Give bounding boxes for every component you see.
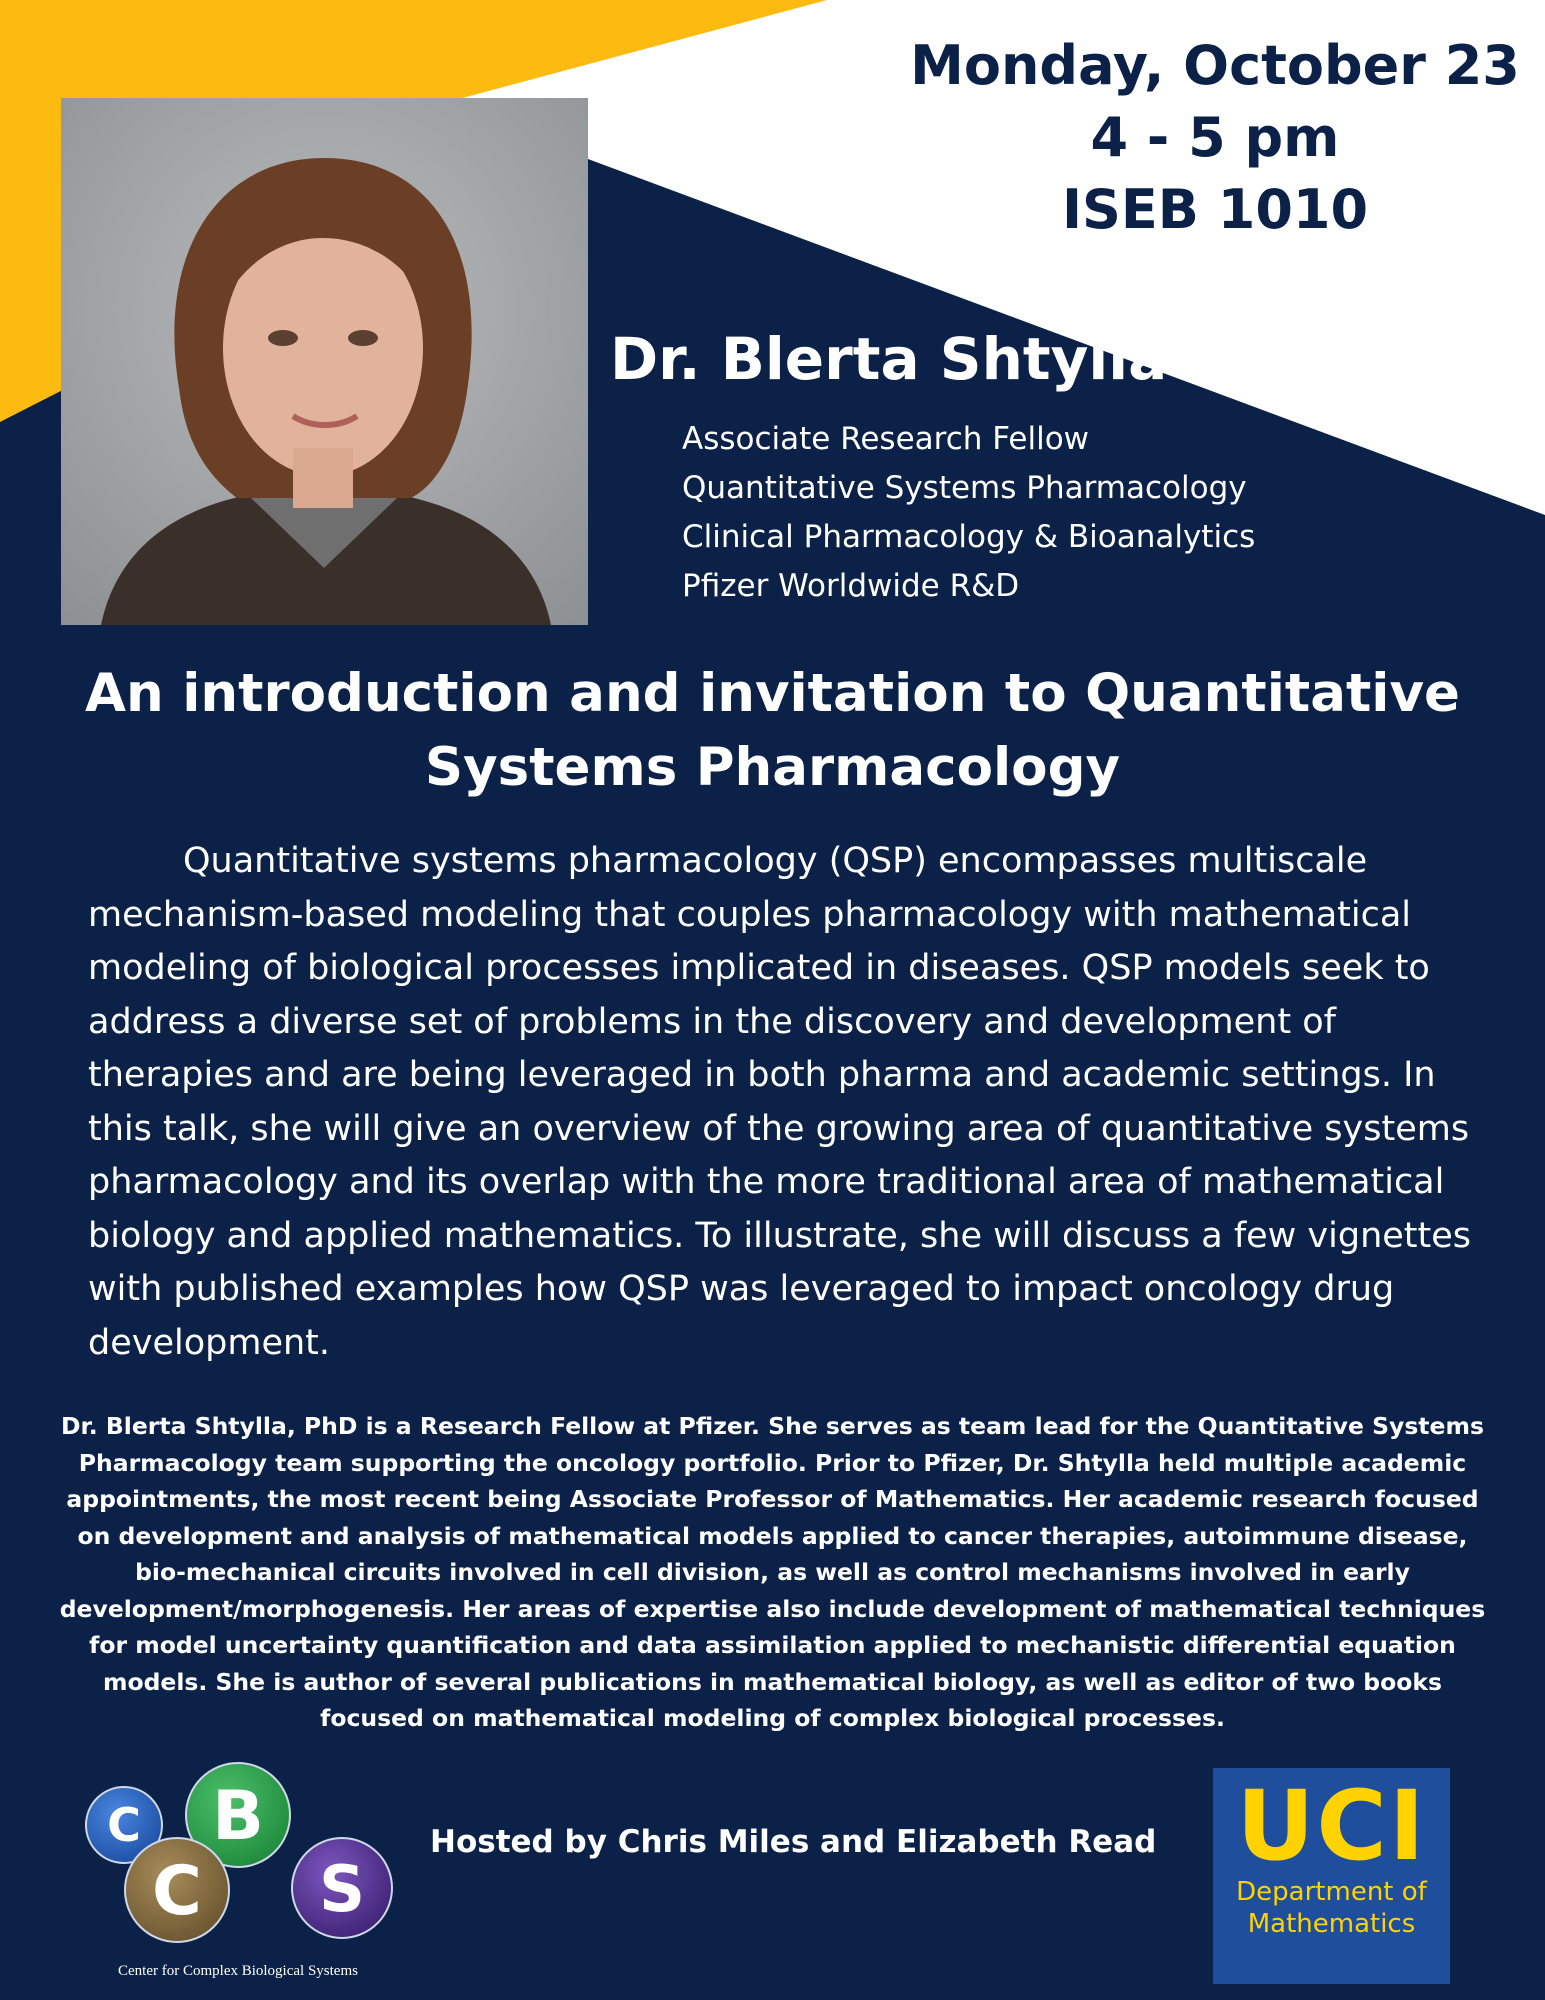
speaker-bio: Dr. Blerta Shtylla, PhD is a Research Fellow at Pfizer. She serves as team lead for the Quantitative Systems Pharmacology team supporting the oncology portfolio. Prior to Pfizer, Dr. Shtylla held multiple academic appointments, the most recent being Associate Professor of Mathematics. Her academic research focused on development and analysis of mathematical models applied to cancer therapies, autoimmune disease, bio-mechanical circuits involved in cell division, as well as control mechanisms involved in early development/morphogenesis. Her areas of expertise also include development of mathematical techniques for model uncertainty quantification and data assimilation applied to mechanistic differential equation models. She is author of several publications in mathematical biology, as well as editor of two books focused on mathematical modeling of complex biological processes. <box>59 1412 1486 1732</box>
uci-department: Mathematics <box>1247 1909 1416 1939</box>
uci-wordmark: UCI <box>1236 1770 1427 1882</box>
ccbs-letter: C <box>107 1798 141 1852</box>
ccbs-logo <box>80 1757 400 1983</box>
speaker-name: Dr. Blerta Shtylla <box>610 325 1168 393</box>
event-time: 4 - 5 pm <box>1090 106 1340 169</box>
ccbs-letter: C <box>152 1852 202 1931</box>
speaker-affiliation <box>682 415 1255 611</box>
ccbs-caption: Center for Complex Biological Systems <box>118 1963 358 1979</box>
uci-department: Department of <box>1236 1877 1427 1907</box>
affiliation-line: Quantitative Systems Pharmacology <box>682 470 1247 506</box>
event-location: ISEB 1010 <box>1061 178 1369 241</box>
talk-title: An introduction and invitation to Quantitative Systems Pharmacology <box>85 663 1460 798</box>
ccbs-letter: B <box>212 1777 264 1856</box>
event-details <box>880 30 1545 246</box>
ccbs-letter: S <box>318 1853 366 1927</box>
hosted-by: Hosted by Chris Miles and Elizabeth Read <box>430 1824 1157 1860</box>
affiliation-line: Clinical Pharmacology & Bioanalytics <box>682 519 1256 555</box>
affiliation-line: Associate Research Fellow <box>682 421 1090 457</box>
uci-math-logo <box>1213 1768 1450 1984</box>
talk-abstract: Quantitative systems pharmacology (QSP) encompasses multiscale mechanism-based modeling that couples pharmacology with mathematical modeling of biological processes implicated in diseases. QSP models seek to address a diverse set of problems in the discovery and development of therapies and are being leveraged in both pharma and academic settings. In this talk, she will give an overview of the growing area of quantitative systems pharmacology and its overlap with the more traditional area of mathematical biology and applied mathematics. To illustrate, she will discuss a few vignettes with published examples how QSP was leveraged to impact oncology drug development. <box>88 841 1472 1363</box>
event-date: Monday, October 23 <box>910 34 1520 97</box>
speaker-photo <box>61 98 588 625</box>
affiliation-line: Pfizer Worldwide R&D <box>682 568 1020 604</box>
